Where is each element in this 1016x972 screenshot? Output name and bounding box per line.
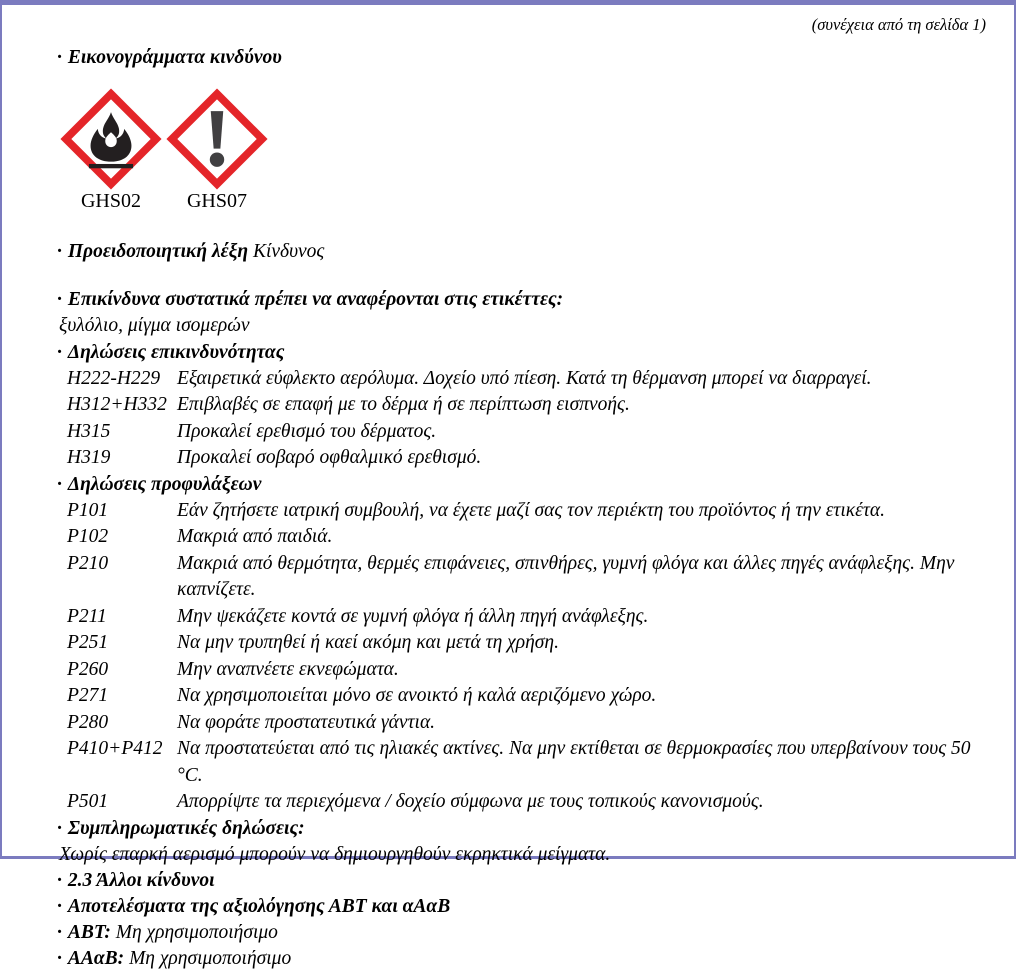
precautionary-text: Απορρίψτε τα περιεχόμενα / δοχείο σύμφωνα με τους τοπικούς κανονισμούς. xyxy=(177,791,764,812)
precautionary-row xyxy=(57,657,986,684)
hazard-statement-row xyxy=(57,419,986,446)
vpvb-value: Μη χρησιμοποιήσιμο xyxy=(129,948,292,969)
bullet: · xyxy=(57,473,62,495)
pictogram-ghs02 xyxy=(63,91,159,213)
precautionary-text: Μην ψεκάζετε κοντά σε γυμνή φλόγα ή άλλη πηγή ανάφλεξης. xyxy=(177,605,649,627)
components-heading-line xyxy=(57,287,986,313)
continuation-note: (συνέχεια από τη σελίδα 1) xyxy=(811,15,986,34)
precautionary-text: Μην αναπνέετε εκνεφώματα. xyxy=(177,658,399,680)
pictogram-row xyxy=(63,91,986,213)
vpvb-line xyxy=(57,946,986,972)
pbt-label: ΑΒΤ: xyxy=(67,922,111,943)
hazard-statement-row xyxy=(57,366,986,393)
precautionary-text: Να μην τρυπηθεί ή καεί ακόμη και μετά τη χρήση. xyxy=(177,632,559,653)
flame-pictogram-icon xyxy=(63,91,159,187)
signal-word-label: Προειδοποιητική λέξη xyxy=(67,241,249,262)
signal-word-line xyxy=(57,239,986,265)
precautionary-row xyxy=(57,683,986,710)
precautionary-row xyxy=(57,710,986,737)
precautionary-text: Να χρησιμοποιείται μόνο σε ανοικτό ή καλά αεριζόμενο χώρο. xyxy=(177,685,657,706)
precautionary-text: Μακριά από θερμότητα, θερμές επιφάνειες, σπινθήρες, γυμνή φλόγα και άλλες πηγές ανάφλεξης. Μην καπνίζετε. xyxy=(177,552,955,600)
precautionary-text: Να προστατεύεται από τις ηλιακές ακτίνες. Να μην εκτίθεται σε θερμοκρασίες που υπερβαίνουν τους 50 °C. xyxy=(177,738,971,786)
precautionary-heading: Δηλώσεις προφυλάξεων xyxy=(67,473,262,495)
bullet: · xyxy=(57,896,62,917)
precautionary-code: P271 xyxy=(67,685,109,706)
pictogram-code-ghs07: GHS07 xyxy=(186,190,247,212)
pictograms-heading: Εικονογράμματα κινδύνου xyxy=(67,47,282,68)
exclamation-pictogram-icon xyxy=(169,91,265,187)
hazard-code: H222-H229 xyxy=(67,367,161,389)
hazard-code: H315 xyxy=(67,420,111,442)
pictograms-heading-line xyxy=(57,45,986,71)
precautionary-code: P210 xyxy=(67,552,109,574)
supplementary-heading-line xyxy=(57,816,986,842)
other-hazards-heading: 2.3 Άλλοι κίνδυνοι xyxy=(67,870,215,891)
vpvb-label: ΑΑαΒ: xyxy=(67,948,125,969)
pbt-assessment-heading-line xyxy=(57,894,986,920)
precautionary-row xyxy=(57,736,986,789)
bullet: · xyxy=(57,922,62,943)
bullet: · xyxy=(57,341,62,363)
hazard-text: Προκαλεί ερεθισμό του δέρματος. xyxy=(177,420,437,442)
precautionary-row xyxy=(57,789,986,816)
hazard-statement-row xyxy=(57,445,986,472)
bullet: · xyxy=(57,241,62,262)
hazard-text: Επιβλαβές σε επαφή με το δέρμα ή σε περίπτωση εισπνοής. xyxy=(177,394,630,415)
hazard-statements-heading-line xyxy=(57,340,986,366)
precautionary-row xyxy=(57,604,986,631)
pbt-assessment-heading: Αποτελέσματα της αξιολόγησης ΑΒΤ και αΑαΒ xyxy=(67,896,451,917)
pbt-line xyxy=(57,920,986,946)
hazard-code: H319 xyxy=(67,447,111,468)
precautionary-code: P501 xyxy=(67,791,109,812)
precautionary-code: P280 xyxy=(67,711,109,733)
bullet: · xyxy=(57,948,62,969)
precautionary-code: P211 xyxy=(67,605,107,627)
precautionary-text: Μακριά από παιδιά. xyxy=(177,526,333,547)
precautionary-text: Να φοράτε προστατευτικά γάντια. xyxy=(177,711,436,733)
precautionary-row xyxy=(57,551,986,604)
other-hazards-heading-line xyxy=(57,868,986,894)
bullet: · xyxy=(57,289,62,310)
components-value: ξυλόλιο, μίγμα ισομερών xyxy=(59,315,250,336)
precautionary-code: P251 xyxy=(67,632,109,653)
precautionary-code: P102 xyxy=(67,526,109,547)
components-heading: Επικίνδυνα συστατικά πρέπει να αναφέρονται στις ετικέττες: xyxy=(67,289,564,310)
precautionary-heading-line xyxy=(57,472,986,498)
precautionary-row xyxy=(57,524,986,551)
signal-word-value: Κίνδυνος xyxy=(252,241,325,262)
supplementary-text: Χωρίς επαρκή αερισμό μπορούν να δημιουργηθούν εκρηκτικά μείγματα. xyxy=(59,843,611,865)
pictogram-code-ghs02: GHS02 xyxy=(80,190,141,212)
precautionary-code: P410+P412 xyxy=(67,738,163,759)
bullet: · xyxy=(57,47,62,68)
precautionary-code: P101 xyxy=(67,499,109,521)
hazard-statements-heading: Δηλώσεις επικινδυνότητας xyxy=(67,341,285,363)
hazard-text: Εξαιρετικά εύφλεκτο αερόλυμα. Δοχείο υπό πίεση. Κατά τη θέρμανση μπορεί να διαρραγεί. xyxy=(177,367,872,389)
bullet: · xyxy=(57,817,62,839)
precautionary-text: Εάν ζητήσετε ιατρική συμβουλή, να έχετε μαζί σας τον περιέκτη του προϊόντος ή την ετικέτα. xyxy=(177,499,885,521)
hazard-statement-row xyxy=(57,392,986,419)
supplementary-heading: Συμπληρωματικές δηλώσεις: xyxy=(67,817,305,839)
hazard-text: Προκαλεί σοβαρό οφθαλμικό ερεθισμό. xyxy=(177,447,482,468)
precautionary-row xyxy=(57,630,986,657)
precautionary-row xyxy=(57,498,986,525)
precautionary-code: P260 xyxy=(67,658,109,680)
pictogram-ghs07 xyxy=(169,91,265,213)
hazard-code: H312+H332 xyxy=(67,394,167,415)
bullet: · xyxy=(57,870,62,891)
pbt-value: Μη χρησιμοποιήσιμο xyxy=(115,922,278,943)
